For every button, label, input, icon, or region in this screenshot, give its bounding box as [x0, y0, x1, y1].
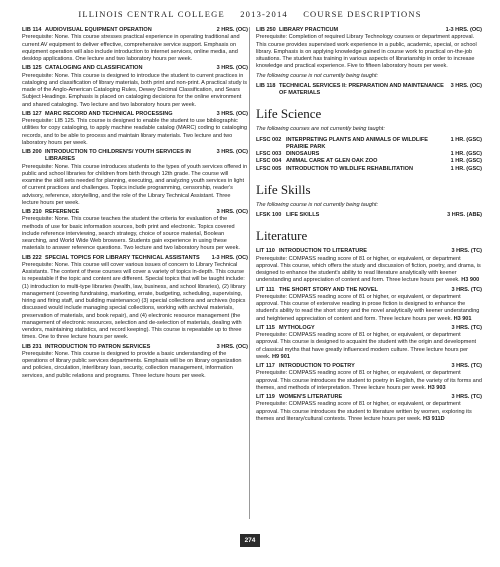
course-title: INTERPRETING PLANTS AND ANIMALS OF WILDLIFE PRAIRIE PARK	[286, 136, 428, 150]
course-code: LIB 114	[22, 27, 42, 33]
ian-code: H9 901	[272, 353, 290, 360]
course-title: LIBRARY PRACTICUM	[279, 27, 339, 33]
course-heading	[22, 65, 248, 72]
not-taught-note: The following courses are not currently being taught:	[256, 126, 385, 133]
course-code: LIT 117	[256, 363, 275, 369]
course-title: INTRODUCTION TO CHILDREN'S/ YOUTH SERVICES IN LIBRARIES	[45, 149, 191, 163]
header-college: ILLINOIS CENTRAL COLLEGE	[78, 9, 225, 19]
course-title: TECHNICAL SERVICES II: PREPARATION AND MAINTENANCE OF MATERIALS	[279, 82, 444, 96]
course-entry	[22, 111, 248, 147]
course-heading	[22, 344, 248, 351]
course-heading	[22, 209, 248, 216]
course-title: DINOSAURS	[286, 151, 320, 157]
page-number: 274	[240, 534, 260, 547]
course-credits: 3 HRS. (TC)	[451, 248, 482, 255]
course-credits: 1 HR. (GSC)	[450, 158, 482, 165]
course-heading	[22, 149, 248, 164]
course-title: INTRODUCTION TO LITERATURE	[279, 248, 367, 255]
course-description: Prerequisite: COMPASS reading score of 81 or higher, or equivalent, or department approval. This course is designed to acquaint the student with the origin and development of classical myths that have greatly influenced modern culture. Three lecture hours per week. H9 901	[256, 332, 477, 360]
course-heading	[256, 137, 482, 152]
course-entry	[256, 325, 482, 361]
course-code: LFSC 003	[256, 151, 282, 157]
course-credits: 3 HRS. (ABE)	[447, 212, 482, 218]
column-divider	[249, 27, 250, 519]
course-description: Prerequisite: None. This course is designed to introduce the student to current practices in cataloging and classification of library materials, both print and non-print. A practical study is made of the Anglo-American Cataloging Rules, Dewey Decimal Classification, and Sears Subject Headings. Emphasis is placed on cataloging decisions for the online environment and shared cataloging. Two lecture and two laboratory hours per week.	[22, 72, 248, 108]
course-title: ANIMAL CARE AT GLEN OAK ZOO	[286, 158, 378, 165]
course-title: INTRODUCTION TO POETRY	[279, 363, 355, 369]
course-title: WOMEN'S LITERATURE	[279, 394, 343, 400]
course-entry	[22, 255, 248, 342]
course-heading	[22, 255, 248, 262]
right-column	[256, 27, 482, 425]
course-credits: 2 HRS. (OC)	[216, 27, 248, 33]
course-heading	[256, 166, 482, 173]
course-code: LIB 222	[22, 254, 42, 261]
course-credits: 1 HR. (GSC)	[450, 151, 482, 157]
ian-code: H3 903	[427, 384, 446, 391]
course-credits: 1-3 HRS. (OC)	[211, 254, 248, 261]
course-title: INTRODUCTION TO PATRON SERVICES	[45, 343, 151, 350]
course-credits: 1 HR. (GSC)	[450, 165, 482, 172]
course-description: Prerequisite: COMPASS reading score of 81 or higher, or equivalent, or department approval. This course introduces the student to literature written by women, exploring its themes and literary/cultural contexts. Three lecture hours per week. H3 911D	[256, 401, 472, 422]
course-description: Prerequisite: None. This course is designed to provide a basic understanding of the operations of library public services departments. Emphasis will be on library organization and policies, circulation, interlibrary loan, security, collection management, information services, and public relations and programs. Three lecture hours per week.	[22, 350, 242, 379]
course-title: THE SHORT STORY AND THE NOVEL	[279, 286, 378, 293]
course-code: LIB 118	[256, 82, 276, 89]
course-entry	[256, 27, 482, 71]
course-description: Prerequisite: LIB 125. This course is designed to enable the student to use bibliographic utilities for copy cataloging, to apply machine readable catalog (MARC) coding to cataloging records, and to be able to process and maintain library materials. Two lecture and two laboratory hours per week.	[22, 118, 248, 146]
course-description: Prerequisite: None. This course teaches the student the criteria for evaluation of the methods of use for basic information sources, both print and electronic. Topics covered include reference interviewing, search strategy, choice of source material, Boolean searching, and World Wide Web browsers. Students gain experience in using these materials to answer reference questions. Two lecture and two laboratory hours per week.	[22, 216, 240, 252]
course-heading	[256, 325, 482, 332]
course-code: LIB 210	[22, 209, 42, 215]
course-heading	[256, 363, 482, 370]
course-entry	[256, 248, 482, 284]
course-credits: 3 HRS. (TC)	[451, 363, 482, 369]
course-description: Prerequisite: Completion of required Library Technology courses or department approval. This course provides supervised work experience in a public, academic, special, or school library. Emphasis is on applying knowledge gained in course work to practical on-the-job situations. The student has training in various aspects of librarianship in order to increase knowledge and practical experience. Five to fifteen laboratory hours per week.	[256, 34, 477, 70]
course-credits: 3 HRS. (OC)	[216, 149, 248, 155]
course-code: LIT 110	[256, 248, 275, 255]
course-code: LIB 127	[22, 110, 42, 117]
course-title: MARC RECORD AND TECHNICAL PROCESSING	[45, 110, 173, 117]
course-heading	[256, 158, 482, 165]
course-code: LFSC 005	[256, 165, 282, 172]
course-entry	[22, 149, 248, 207]
course-title: INTRODUCTION TO WILDLIFE REHABILITATION	[286, 165, 413, 172]
course-heading	[256, 212, 482, 219]
course-heading	[256, 394, 482, 401]
course-title: REFERENCE	[45, 209, 80, 215]
course-code: LIT 111	[256, 286, 275, 293]
section-title-literature: Literature	[256, 228, 308, 244]
course-title: AUDIOVISUAL EQUIPMENT OPERATION	[45, 27, 152, 33]
section-title-life-skills: Life Skills	[256, 181, 311, 197]
course-heading	[256, 287, 482, 294]
course-entry	[22, 344, 248, 380]
page-header	[0, 9, 500, 19]
course-entry	[256, 394, 482, 423]
course-code: LIB 231	[22, 343, 42, 350]
course-heading	[22, 27, 248, 34]
course-description: Prerequisite: None. This course stresses practical experience in operating traditional and current AV equipment to deliver effective, comprehensive service support. Emphasis on equipment operation will also include introduction to internet services, online media, and desktop applications. One lecture and two laboratory hours per week.	[22, 34, 240, 62]
left-column	[22, 27, 248, 382]
header-year: 2013-2014	[240, 9, 288, 19]
course-title: MYTHOLOGY	[279, 324, 315, 331]
section-title-life-science: Life Science	[256, 106, 322, 122]
course-entry	[22, 27, 248, 63]
course-heading	[256, 248, 482, 255]
course-description: Prerequisite: COMPASS reading score of 81 or higher, or equivalent, or department approval. This course introduces the student to poetry in English, the variety of its forms and themes, and methods of interpretation. Three lecture hours per week. H3 903	[256, 370, 482, 391]
header-section: COURSE DESCRIPTIONS	[303, 9, 422, 19]
course-code: LIB 125	[22, 65, 42, 72]
course-entry	[22, 209, 248, 253]
course-description: Prerequisite: None. This course will cover various issues of concern to Library Technical Assistants. The content of these courses will cover a variety of topics in-depth. This course is repeatable if the topic and content are different. Special topics that will be taught include: (1) introduction to multi-type libraries (health, law, business, and school libraries), (2) library management (covering fundraising, marketing, errate, budgeting, scheduling, supervising, hiring and firing staff, and building maintenance) (3) special collections and archives (topics discussed would include managing special collections, working with archival materials, preservation of materials, and book repair), and (4) electronic resource management (the management of electronic resources, selection and de-selection of materials, dealing with vendors, maintaining statistics, and record keeping). This course is repeatable up to three times. One to three lecture hours per week.	[22, 261, 246, 341]
ian-code: H3 911D	[423, 415, 445, 422]
not-taught-note: The following course is not currently being taught:	[256, 72, 379, 79]
course-code: LIT 119	[256, 394, 275, 400]
course-title: CATALOGING AND CLASSIFICATION	[45, 65, 143, 72]
course-title: SPECIAL TOPICS FOR LIBRARY TECHNICAL ASSISTANTS	[45, 254, 200, 261]
course-code: LIT 115	[256, 324, 275, 331]
course-credits: 3 HRS. (OC)	[216, 343, 248, 350]
course-description: Prerequisite: COMPASS reading score of 81 or higher, or equivalent, or department approval. This course, which offers the study and discussion of fiction, poetry, and drama, is designed to enhance the student's ability to read literature analytically with keener understanding and appreciation of content and form. Three lecture hours per week. H3 900	[256, 255, 481, 284]
course-credits: 3 HRS. (OC)	[216, 65, 248, 72]
course-code: LFSC 004	[256, 158, 282, 165]
course-code: LFSC 002	[256, 136, 282, 143]
course-heading	[256, 83, 482, 98]
course-description: Prerequisite: None. This course introduces students to the types of youth services offered in public and school libraries for children from birth through 12th grade. The course will examine the skill sets needed for planning, executing, and analyzing youth services in light of current practices and challenges. Topics include programming, censorship, reader's advisory, reference, storytelling, and the role of the Library Technical Assistant. Three lecture hours per week.	[22, 163, 248, 206]
course-credits: 1 HR. (GSC)	[450, 136, 482, 143]
course-code: LIB 250	[256, 27, 276, 33]
course-entry	[256, 287, 482, 323]
course-code: LIB 200	[22, 149, 42, 155]
course-credits: 3 HRS. (OC)	[216, 110, 248, 117]
course-credits: 3 HRS. (OC)	[450, 82, 482, 89]
course-credits: 3 HRS. (TC)	[451, 394, 482, 400]
course-credits: 3 HRS. (TC)	[451, 324, 482, 331]
course-heading	[256, 151, 482, 158]
course-title: LIFE SKILLS	[286, 212, 320, 218]
course-description: Prerequisite: COMPASS reading score of 81 or higher, or equivalent, or department approval. This course of extensive reading in prose fiction is designed to enhance the student's ability to read the short story and the novel analytically with keener understanding and heightened appreciation of content and form. Three lecture hours per week. H3 901	[256, 293, 480, 322]
course-credits: 3 HRS. (OC)	[216, 209, 248, 215]
course-heading	[256, 27, 482, 34]
course-code: LFSK 100	[256, 212, 282, 218]
course-credits: 1-3 HRS. (OC)	[445, 27, 482, 33]
course-entry	[256, 363, 482, 392]
course-credits: 3 HRS. (TC)	[451, 286, 482, 293]
ian-code: H3 901	[453, 315, 472, 322]
course-entry	[22, 65, 248, 109]
ian-code: H3 900	[461, 277, 480, 284]
not-taught-note: The following course is not currently being taught:	[256, 201, 379, 208]
course-heading	[22, 111, 248, 118]
